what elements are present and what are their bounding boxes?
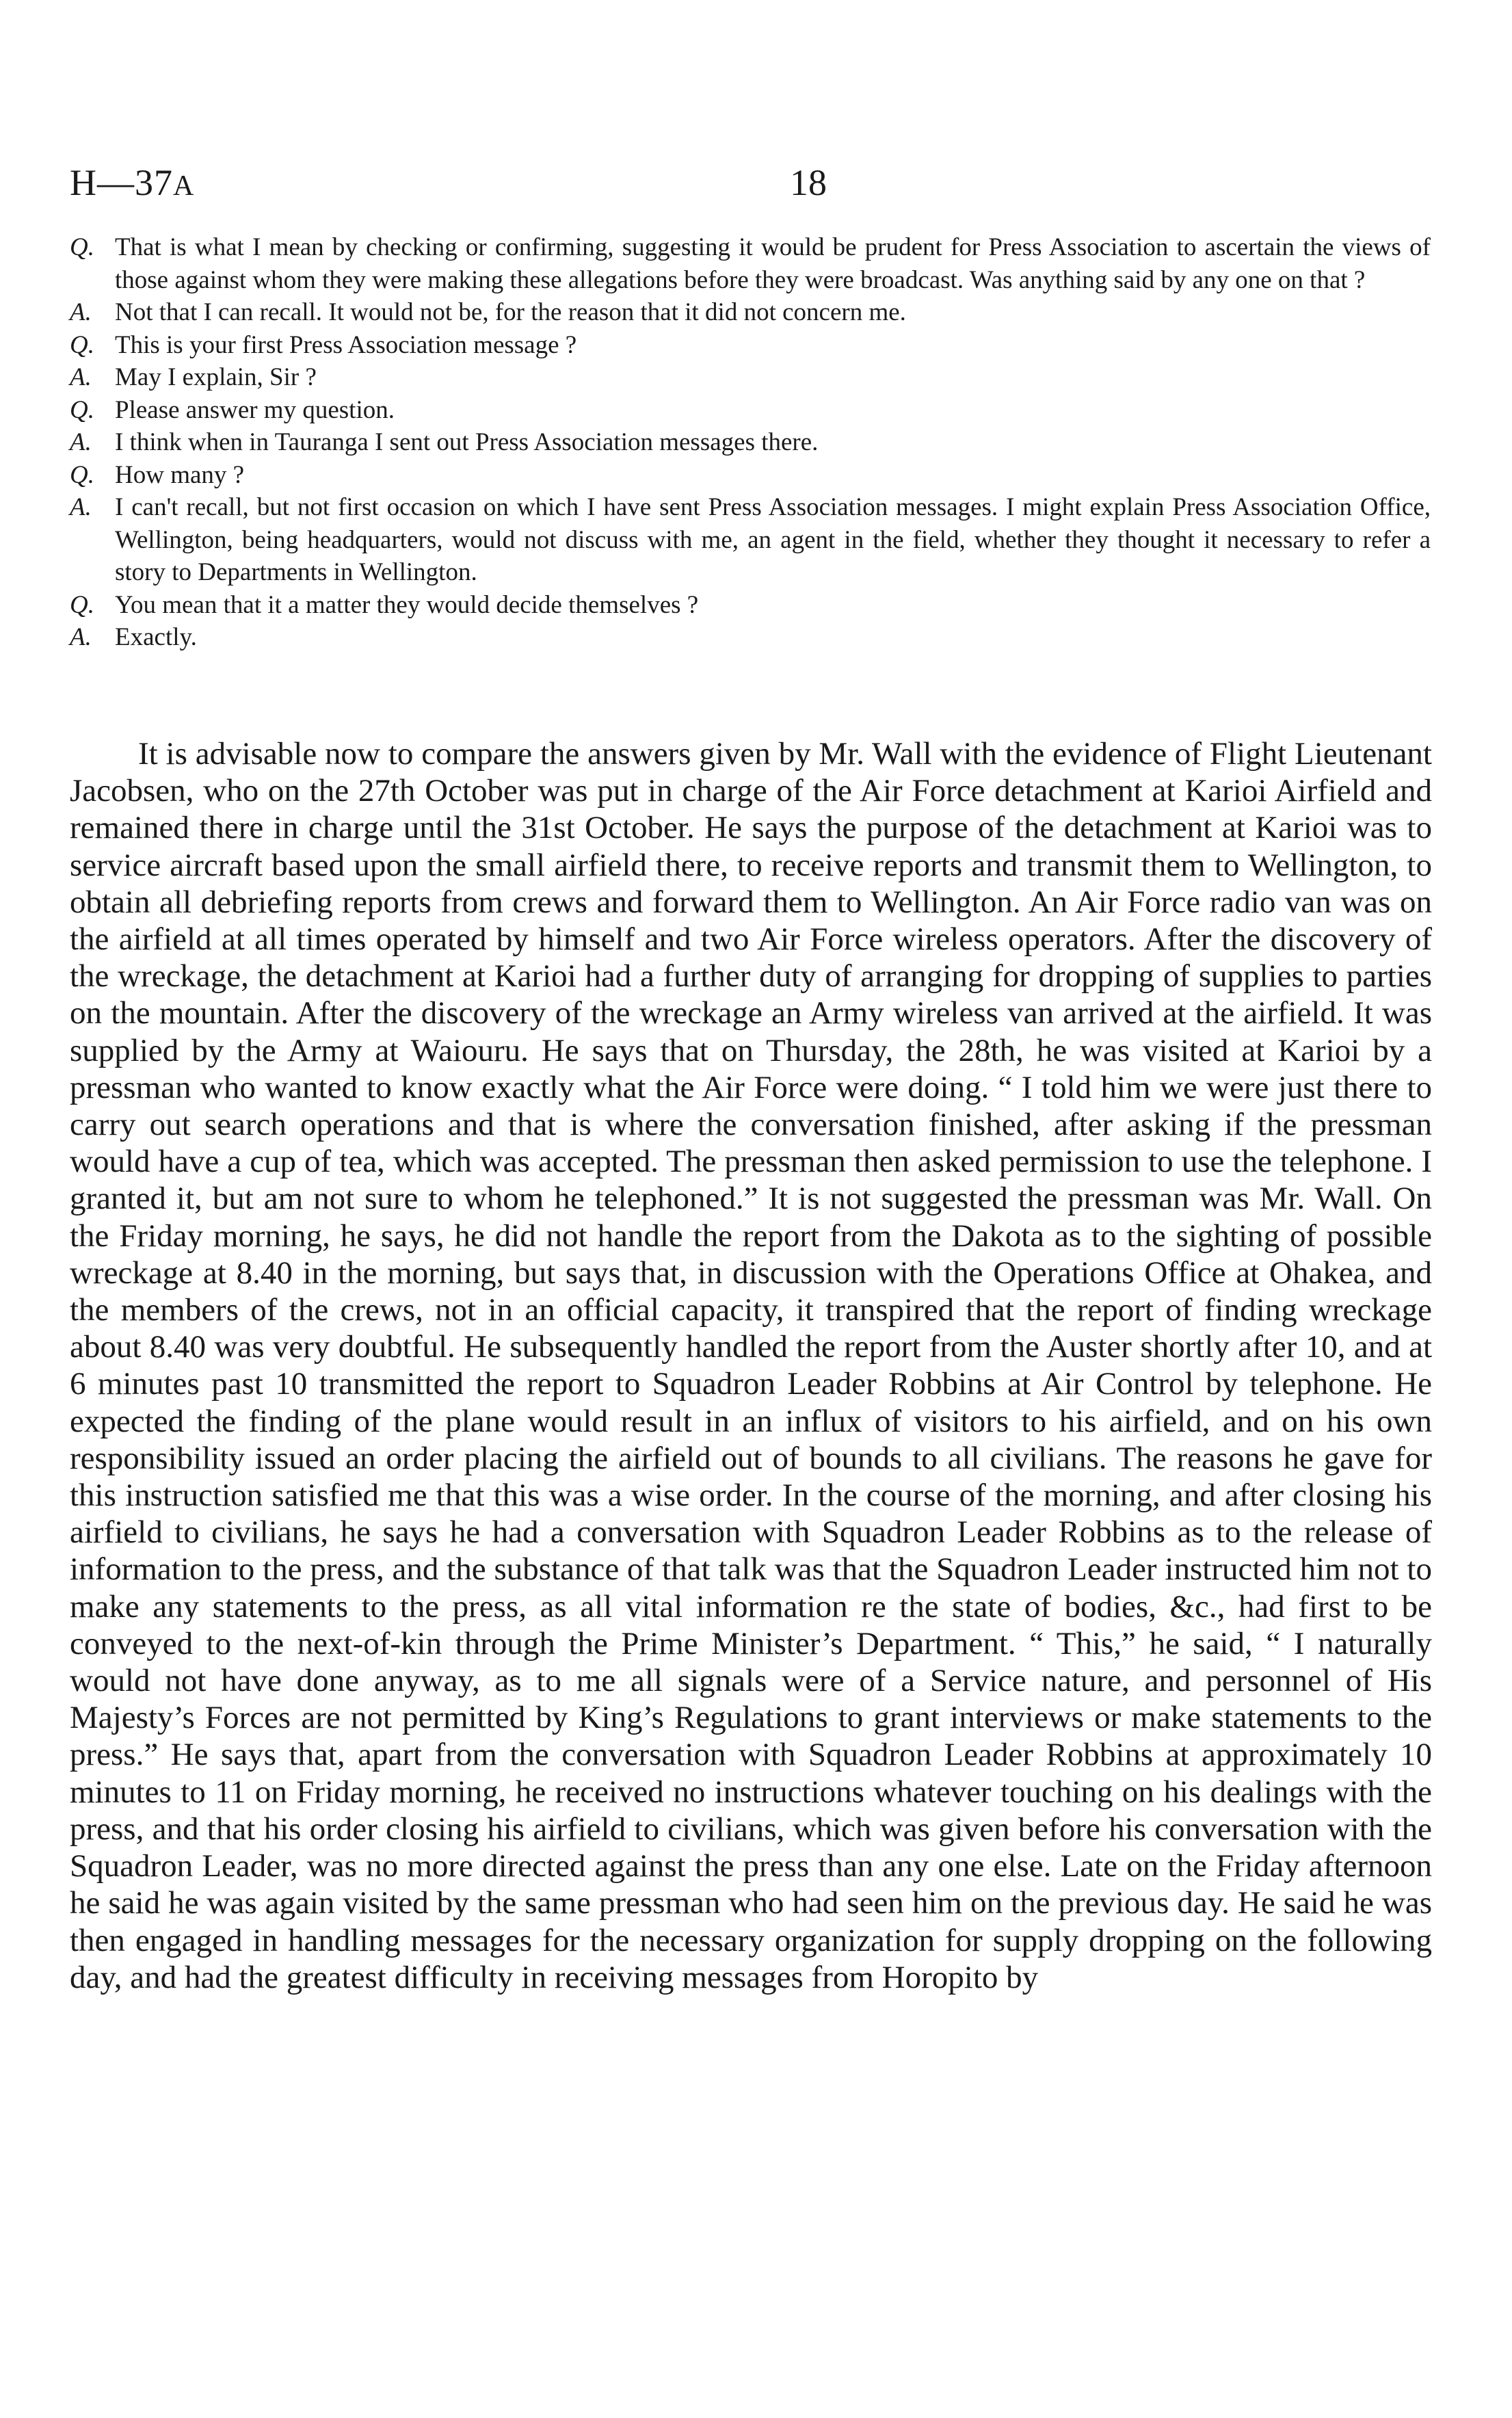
reference-prefix: H—37 bbox=[70, 162, 173, 203]
qa-speaker: Q. bbox=[70, 395, 94, 424]
qa-item bbox=[70, 231, 1431, 296]
qa-text: May I explain, Sir ? bbox=[115, 363, 317, 391]
qa-text: Please answer my question. bbox=[115, 395, 395, 424]
qa-text: This is your first Press Association message ? bbox=[115, 330, 577, 359]
qa-speaker: Q. bbox=[70, 330, 94, 359]
qa-transcript bbox=[70, 231, 1431, 654]
page-header bbox=[70, 161, 1430, 209]
body-paragraph: It is advisable now to compare the answers given by Mr. Wall with the evidence of Flight Lieutenant Jacobsen, who on the 27th October was put in charge of the Air Force detachment at Karioi Airfield and remained there in charge until the 31st October. He says the purpose of the detachment at Karioi was to service aircraft based upon the small airfield there, to receive reports and transmit them to Wellington, to obtain all debriefing reports from crews and forward them to Wellington. An Air Force radio van was on the airfield at all times operated by himself and two Air Force wireless operators. After the discovery of the wreckage, the detachment at Karioi had a further duty of arranging for dropping of supplies to parties on the mountain. After the discovery of the wreckage an Army wireless van arrived at the airfield. It was supplied by the Army at Waiouru. He says that on Thursday, the 28th, he was visited at Karioi by a pressman who wanted to know exactly what the Air Force were doing. “ I told him we were just there to carry out search operations and that is where the conversation finished, after asking if the pressman would have a cup of tea, which was accepted. The pressman then asked permission to use the telephone. I granted it, but am not sure to whom he telephoned.” It is not suggested the pressman was Mr. Wall. On the Friday morning, he says, he did not handle the report from the Dakota as to the sighting of possible wreckage at 8.40 in the morning, but says that, in discussion with the Operations Office at Ohakea, and the members of the crews, not in an official capacity, it transpired that the report of finding wreckage about 8.40 was very doubtful. He subsequently handled the report from the Auster shortly after 10, and at 6 minutes past 10 transmitted the report to Squadron Leader Robbins at Air Control by telephone. He expected the finding of the plane would result in an influx of visitors to his airfield, and on his own responsibility issued an order placing the airfield out of bounds to all civilians. The reasons he gave for this instruction satisfied me that this was a wise order. In the course of the morning, and after closing his airfield to civilians, he says he had a conversation with Squadron Leader Robbins as to the release of information to the press, and the substance of that talk was that the Squadron Leader instructed him not to make any statements to the press, as all vital information re the state of bodies, &c., had first to be conveyed to the next-of-kin through the Prime Minister’s Department. “ This,” he said, “ I naturally would not have done anyway, as to me all signals were of a Service nature, and personnel of His Majesty’s Forces are not permitted by King’s Regulations to grant interviews or make statements to the press.” He says that, apart from the conversation with Squadron Leader Robbins at approximately 10 minutes to 11 on Friday morning, he received no instructions whatever touching on his dealings with the press, and that his order closing his airfield to civilians, which was given before his conversation with the Squadron Leader, was no more directed against the press than any one else. Late on the Friday afternoon he said he was again visited by the same pressman who had seen him on the previous day. He said he was then engaged in handling messages for the necessary organization for supply dropping on the following day, and had the greatest difficulty in receiving messages from Horopito by bbox=[70, 736, 1432, 1995]
qa-item bbox=[70, 491, 1431, 589]
qa-speaker: Q. bbox=[70, 460, 94, 489]
qa-item bbox=[70, 296, 1431, 329]
qa-text: I can't recall, but not first occasion on which I have sent Press Association messages. I might explain Press Association Office, Wellington, being headquarters, would not discuss with me, an agent in the field, whether they thought it necessary to refer a story to Departments in Wellington. bbox=[115, 493, 1431, 586]
qa-text: You mean that it a matter they would decide themselves ? bbox=[115, 590, 699, 619]
qa-text: Not that I can recall. It would not be, for the reason that it did not concern me. bbox=[115, 298, 906, 326]
reference-suffix: A bbox=[173, 170, 195, 202]
page-number: 18 bbox=[790, 162, 827, 203]
qa-item bbox=[70, 361, 1431, 394]
qa-item bbox=[70, 394, 1431, 427]
qa-item bbox=[70, 459, 1431, 492]
qa-text: Exactly. bbox=[115, 623, 197, 651]
document-reference bbox=[70, 161, 194, 204]
qa-item bbox=[70, 426, 1431, 459]
qa-speaker: A. bbox=[70, 298, 92, 326]
qa-speaker: Q. bbox=[70, 233, 94, 261]
qa-speaker: A. bbox=[70, 623, 92, 651]
qa-item bbox=[70, 621, 1431, 654]
qa-speaker: A. bbox=[70, 363, 92, 391]
qa-item bbox=[70, 329, 1431, 362]
qa-item bbox=[70, 589, 1431, 622]
qa-text: How many ? bbox=[115, 460, 245, 489]
qa-text: That is what I mean by checking or confirming, suggesting it would be prudent for Press Association to ascertain the views of those against whom they were making these allegations before they were broadcast. Was anything said by any one on that ? bbox=[115, 233, 1431, 294]
qa-speaker: A. bbox=[70, 493, 92, 521]
qa-text: I think when in Tauranga I sent out Press Association messages there. bbox=[115, 428, 819, 456]
qa-speaker: Q. bbox=[70, 590, 94, 619]
qa-speaker: A. bbox=[70, 428, 92, 456]
